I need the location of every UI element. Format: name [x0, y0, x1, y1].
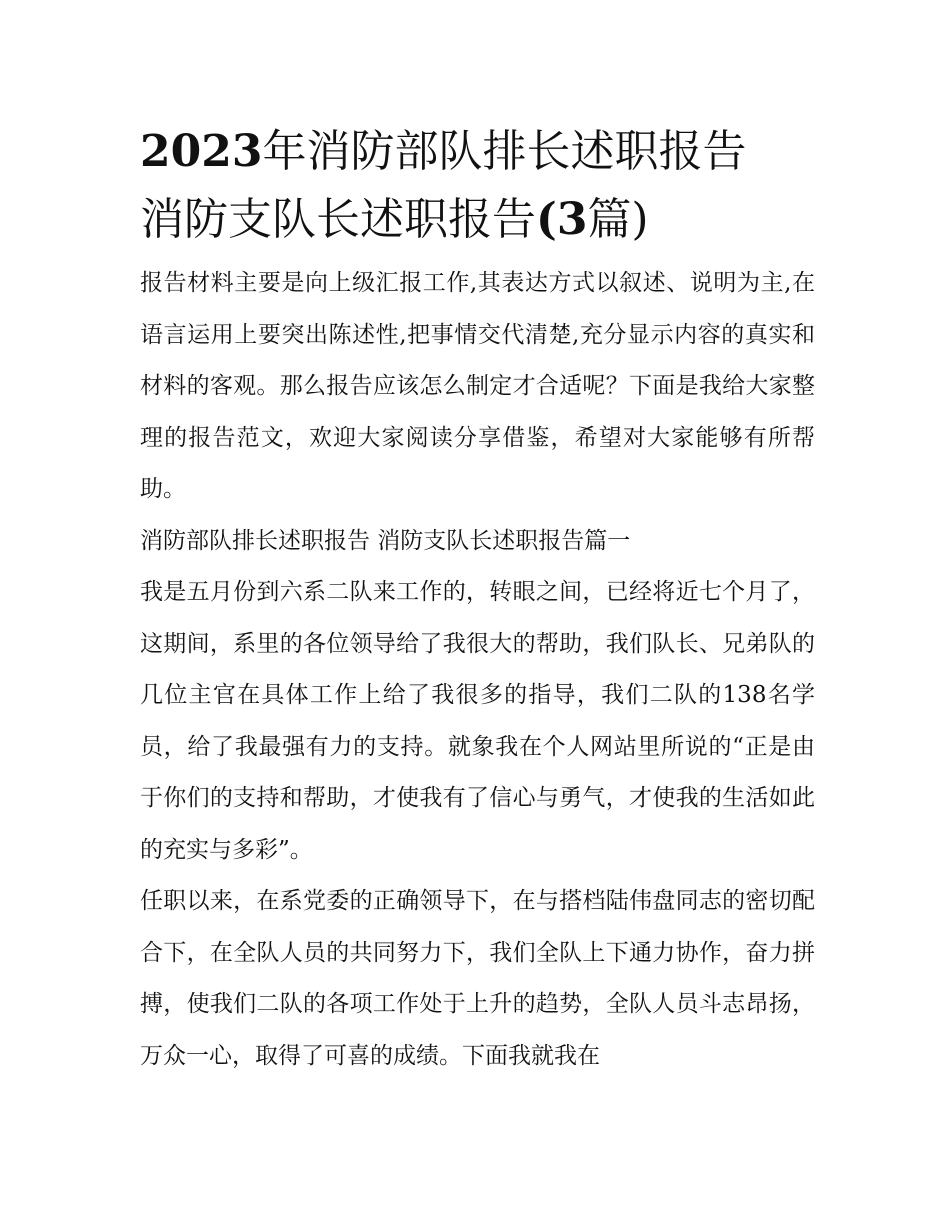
body-paragraph-2: 任职以来，在系党委的正确领导下，在与搭档陆伟盘同志的密切配合下，在全队人员的共同努力下，我们全队上下通力协作，奋力拼搏，使我们二队的各项工作处于上升的趋势，全队人员斗志昂扬，万众一心，取得了可喜的成绩。下面我就我在	[140, 888, 815, 1069]
section-heading: 消防部队排长述职报告 消防支队长述职报告篇一	[140, 527, 631, 554]
document-content	[140, 118, 815, 1082]
title-year: 2023	[140, 126, 263, 177]
body-paragraph-1: 我是五月份到六系二队来工作的，转眼之间，已经将近七个月了，这期间，系里的各位领导给了我很大的帮助，我们队长、兄弟队的几位主官在具体工作上给了我很多的指导，我们二队的138名学员，给了我最强有力的支持。就象我在个人网站里所说的“正是由于你们的支持和帮助，才使我有了信心与勇气，才使我的生活如此的充实与多彩”。	[140, 579, 815, 863]
intro-paragraph: 报告材料主要是向上级汇报工作,其表达方式以叙述、说明为主,在语言运用上要突出陈述性,把事情交代清楚,充分显示内容的真实和材料的客观。那么报告应该怎么制定才合适呢？下面是我给大家整理的报告范文，欢迎大家阅读分享借鉴，希望对大家能够有所帮助。	[140, 270, 815, 503]
title-line-1-text: 年消防部队排长述职报告	[262, 126, 747, 177]
title-count-open: (3	[536, 194, 588, 246]
title-count-text: 篇)	[587, 194, 649, 246]
title-line-2-text: 消防支队长述职报告	[140, 194, 536, 246]
title-line-1	[140, 118, 815, 186]
document-title	[140, 118, 815, 254]
title-line-2	[140, 186, 815, 254]
